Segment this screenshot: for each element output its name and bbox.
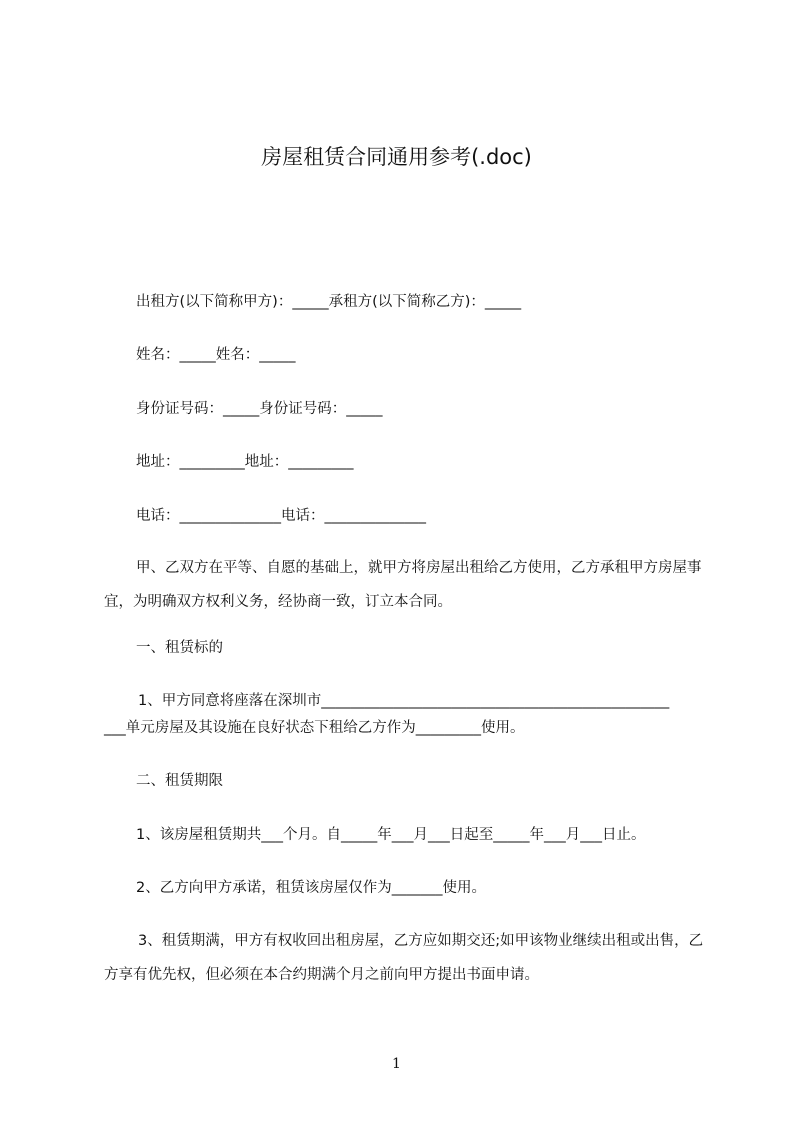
clause-2-2: 2、乙方向甲方承诺，租赁该房屋仅作为_______使用。	[136, 880, 486, 896]
clause-2-3-paragraph: 3、租赁期满，甲方有权收回出租房屋，乙方应如期交还;如甲该物业继续出租或出售，乙方享有优先权，但必须在本合约期满个月之前向甲方提出书面申请。	[104, 933, 704, 983]
section-2-heading: 二、租赁期限	[136, 773, 223, 789]
page-number: 1	[392, 1056, 401, 1072]
names-line: 姓名：_____姓名：_____	[136, 347, 296, 363]
id-numbers-line: 身份证号码：_____身份证号码：_____	[136, 401, 383, 417]
phones-line: 电话：______________电话：______________	[136, 508, 426, 524]
clause-1-1-line-1: 1、甲方同意将座落在深圳市________________________________________________	[138, 693, 670, 709]
clause-2-1: 1、该房屋租赁期共___个月。自_____年___月___日起至_____年___月___日止。	[136, 827, 646, 843]
section-1-heading: 一、租赁标的	[136, 640, 223, 656]
document-title: 房屋租赁合同通用参考(.doc)	[261, 145, 532, 169]
parties-line: 出租方(以下简称甲方)：_____承租方(以下简称乙方)：_____	[136, 294, 522, 310]
clause-1-1-line-2: ___单元房屋及其设施在良好状态下租给乙方作为_________使用。	[104, 720, 525, 736]
preamble-paragraph: 甲、乙双方在平等、自愿的基础上，就甲方将房屋出租给乙方使用，乙方承租甲方房屋事宜，为明确双方权利义务，经协商一致，订立本合同。	[104, 560, 702, 610]
addresses-line: 地址：_________地址：_________	[136, 454, 354, 470]
